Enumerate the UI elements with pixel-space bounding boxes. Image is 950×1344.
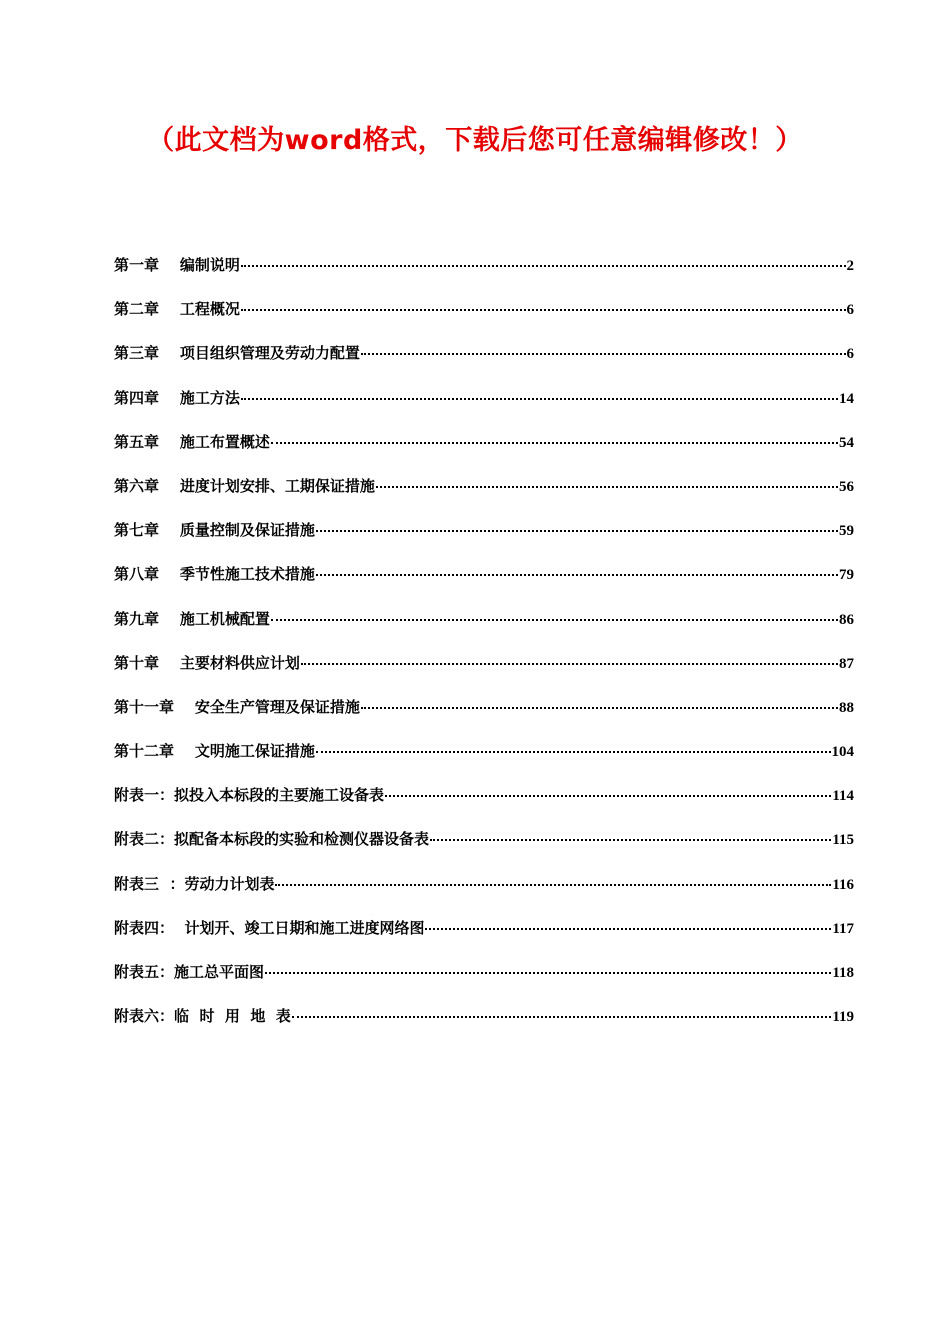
toc-leader-dots [241,309,846,311]
toc-entry[interactable] [114,961,854,1005]
toc-entry[interactable] [114,519,854,563]
toc-leader-dots [241,398,838,400]
toc-entry[interactable] [114,475,854,519]
toc-entry[interactable] [114,1005,854,1049]
toc-entry-label: 第三章 项目组织管理及劳动力配置 [114,344,360,363]
toc-entry-page-number: 54 [839,434,854,451]
toc-entry[interactable] [114,342,854,386]
toc-leader-dots [361,707,838,709]
toc-entry-page-number: 59 [839,523,854,540]
toc-entry-label: 第二章 工程概况 [114,300,240,319]
toc-entry-page-number: 119 [832,1009,854,1026]
toc-entry-label: 第七章 质量控制及保证措施 [114,521,315,540]
toc-entry-label: 第十一章 安全生产管理及保证措施 [114,697,360,716]
toc-entry[interactable] [114,696,854,740]
toc-entry-page-number: 87 [839,655,854,672]
toc-entry-page-number: 6 [846,302,854,319]
toc-leader-dots [241,265,846,267]
toc-leader-dots [275,884,831,886]
toc-entry-page-number: 117 [832,920,854,937]
toc-leader-dots [271,619,838,621]
toc-entry[interactable] [114,298,854,342]
toc-entry[interactable] [114,563,854,607]
toc-leader-dots [430,839,831,841]
toc-entry-page-number: 86 [839,611,854,628]
toc-entry-label: 附表二：拟配备本标段的实验和检测仪器设备表 [114,830,430,849]
toc-entry[interactable] [114,652,854,696]
toc-leader-dots [385,795,831,797]
toc-entry-page-number: 118 [832,965,854,981]
toc-leader-dots [361,353,846,355]
toc-entry-label: 第五章 施工布置概述 [114,432,270,451]
toc-entry-label: 第九章 施工机械配置 [114,609,270,628]
toc-entry-label: 第八章 季节性施工技术措施 [114,565,315,584]
toc-entry-label: 附表三 ：劳动力计划表 [114,874,275,893]
toc-entry-page-number: 115 [832,832,854,849]
toc-leader-dots [316,574,838,576]
banner-notice: （此文档为word格式，下载后您可任意编辑修改！） [147,125,803,156]
toc-entry-page-number: 88 [839,699,854,716]
toc-leader-dots [316,530,838,532]
toc-entry-label: 第十章 主要材料供应计划 [114,653,300,672]
toc-entry[interactable] [114,784,854,828]
toc-leader-dots [301,663,838,665]
toc-entry[interactable] [114,828,854,872]
toc-entry-label: 第一章 编制说明 [114,256,240,274]
toc-entry-page-number: 14 [839,390,854,407]
toc-entry-label: 第六章 进度计划安排、工期保证措施 [114,476,375,495]
toc-entry-label: 附表一：拟投入本标段的主要施工设备表 [114,786,385,805]
toc-entry[interactable] [114,431,854,475]
toc-leader-dots [316,751,831,753]
toc-entry-label: 第十二章 文明施工保证措施 [114,742,315,761]
toc-leader-dots [376,486,838,488]
toc-entry[interactable] [114,917,854,961]
toc-entry-label: 附表六：临 时 用 地 表 [114,1007,291,1026]
toc-entry[interactable] [114,254,854,298]
toc-entry-page-number: 6 [846,346,854,363]
table-of-contents [114,254,854,1049]
toc-leader-dots [292,1016,832,1018]
toc-leader-dots [425,928,831,930]
toc-entry-label: 附表四： 计划开、竣工日期和施工进度网络图 [114,918,425,937]
toc-entry-label: 第四章 施工方法 [114,388,240,407]
toc-entry-page-number: 2 [846,258,854,274]
toc-entry-page-number: 104 [831,744,854,761]
toc-entry[interactable] [114,387,854,431]
toc-entry-label: 附表五：施工总平面图 [114,963,265,981]
toc-entry[interactable] [114,740,854,784]
toc-entry[interactable] [114,608,854,652]
toc-entry-page-number: 56 [839,478,854,495]
toc-leader-dots [265,972,831,974]
toc-entry-page-number: 114 [832,788,854,805]
toc-entry-page-number: 116 [832,876,854,893]
toc-leader-dots [271,442,838,444]
toc-entry[interactable] [114,873,854,917]
toc-entry-page-number: 79 [839,567,854,584]
